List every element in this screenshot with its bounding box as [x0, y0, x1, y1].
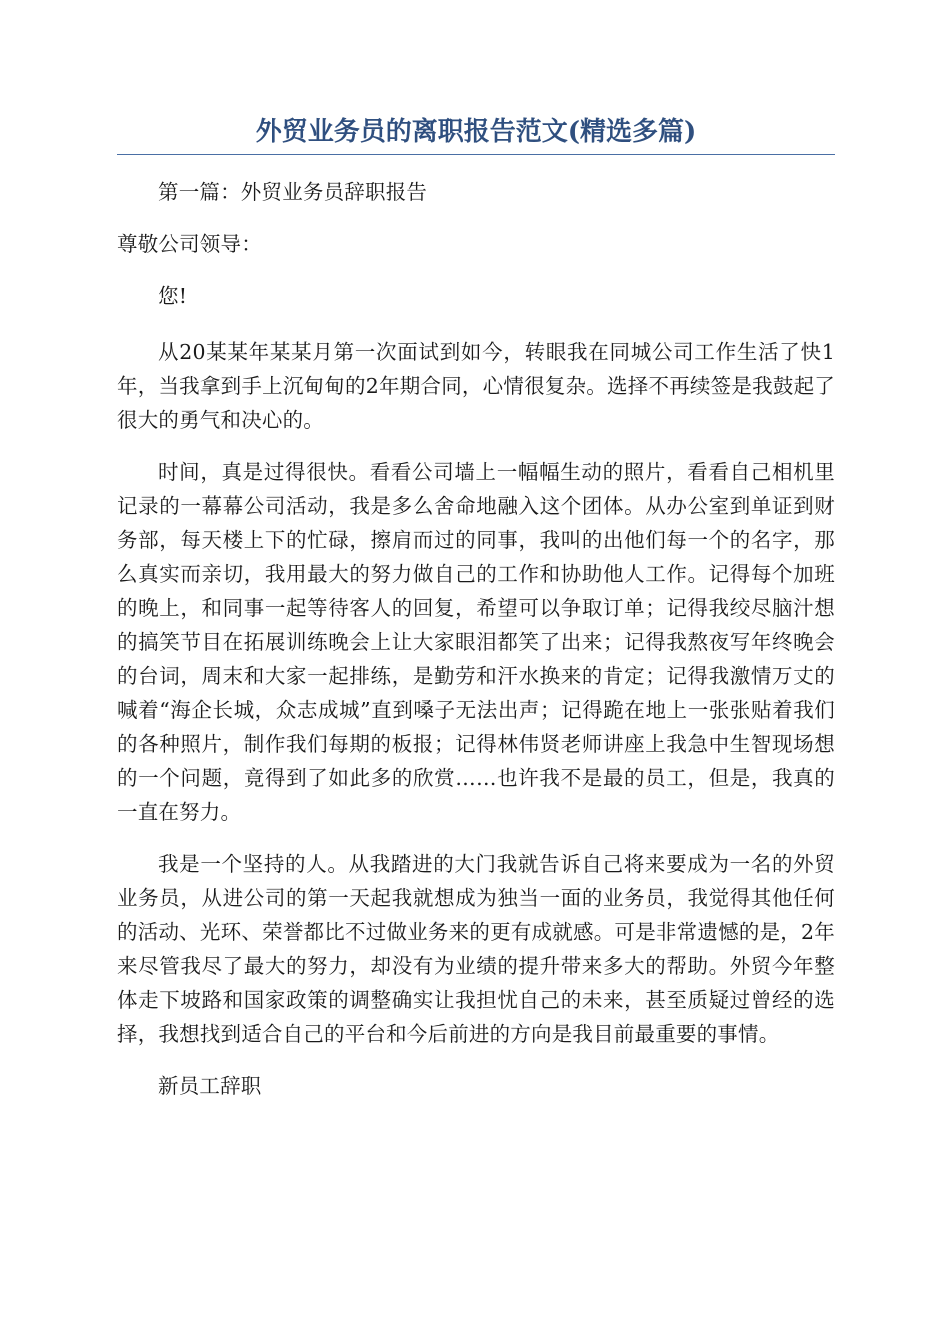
document-page — [117, 112, 835, 1103]
paragraph-3: 我是一个坚持的人。从我踏进的大门我就告诉自己将来要成为一名的外贸业务员，从进公司的第一天起我就想成为独当一面的业务员，我觉得其他任何的活动、光环、荣誉都比不过做业务来的更有成就感。可是非常遗憾的是，2年来尽管我尽了最大的努力，却没有为业绩的提升带来多大的帮助。外贸今年整体走下坡路和国家政策的调整确实让我担忧自己的未来，甚至质疑过曾经的选择，我想找到适合自己的平台和今后前进的方向是我目前最重要的事情。 — [117, 852, 835, 1046]
paragraph-2: 时间，真是过得很快。看看公司墙上一幅幅生动的照片，看看自己相机里记录的一幕幕公司活动，我是多么舍命地融入这个团体。从办公室到单证到财务部，每天楼上下的忙碌，擦肩而过的同事，我叫的出他们每一个的名字，那么真实而亲切，我用最大的努力做自己的工作和协助他人工作。记得每个加班的晚上，和同事一起等待客人的回复，希望可以争取订单；记得我绞尽脑汁想的搞笑节目在拓展训练晚会上让大家眼泪都笑了出来；记得我熬夜写年终晚会的台词，周末和大家一起排练，是勤劳和汗水换来的肯定；记得我激情万丈的喊着“海企长城，众志成城”直到嗓子无法出声；记得跪在地上一张张贴着我们的各种照片，制作我们每期的板报；记得林伟贤老师讲座上我急中生智现场想的一个问题，竟得到了如此多的欣赏……也许我不是最的员工，但是，我真的一直在努力。 — [117, 460, 835, 824]
section-heading: 第一篇：外贸业务员辞职报告 — [158, 180, 428, 204]
paragraph-1: 从20某某年某某月第一次面试到如今，转眼我在同城公司工作生活了快1年，当我拿到手上沉甸甸的2年期合同，心情很复杂。选择不再续签是我鼓起了很大的勇气和决心的。 — [117, 340, 835, 432]
greeting: 您! — [158, 284, 188, 308]
document-title: 外贸业务员的离职报告范文(精选多篇) — [255, 117, 697, 147]
title-underline — [117, 154, 835, 155]
footer-heading: 新员工辞职 — [158, 1074, 262, 1098]
document-body — [117, 175, 835, 1103]
salutation: 尊敬公司领导： — [117, 232, 262, 256]
